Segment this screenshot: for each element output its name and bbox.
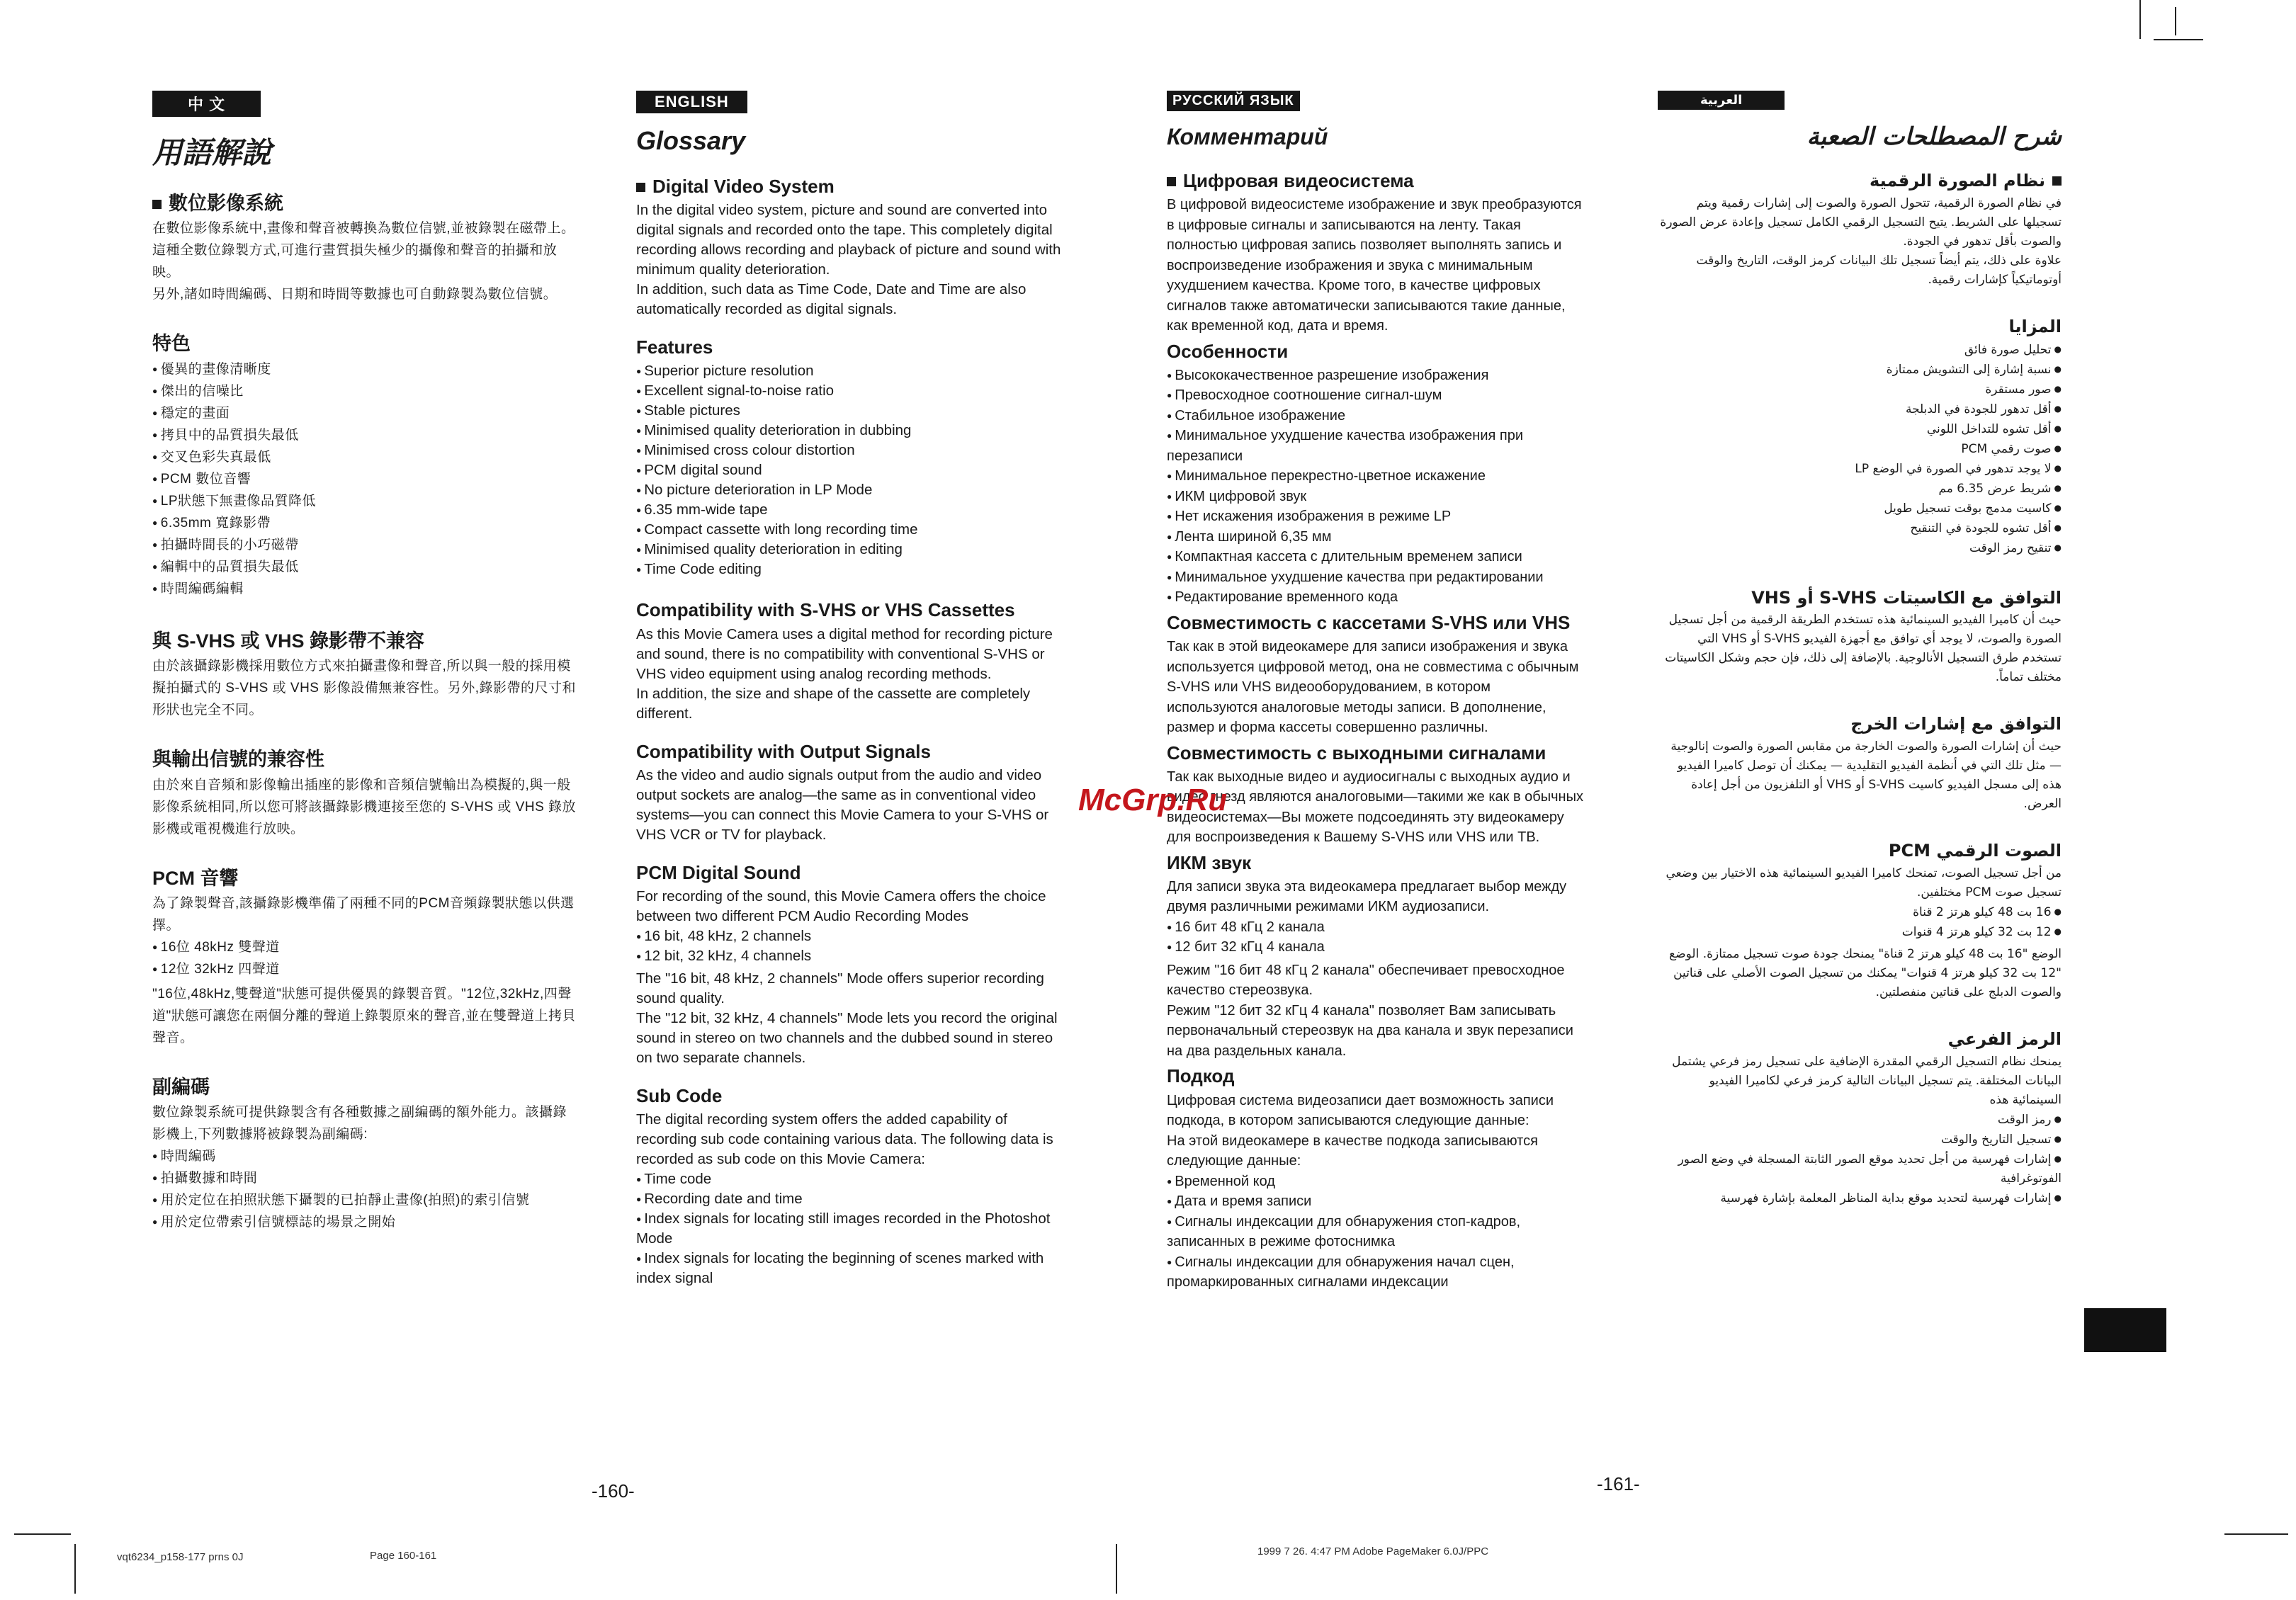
list-item: ● 16 бит 48 кГц 2 канала: [1167, 917, 1585, 938]
page-title: Комментарий: [1167, 124, 1328, 149]
page-title: شرح المصطلحات الصعبة: [1806, 123, 2062, 151]
list-item: ● إشارات فهرسية لتحديد موقع بداية المناظر المعلمة بإشارة فهرسية: [1658, 1188, 2062, 1208]
section-title: Подкод: [1167, 1065, 1235, 1087]
crop-mark: [2139, 0, 2141, 39]
list-item: ● Index signals for locating the beginning of scenes marked with index signal: [636, 1249, 1061, 1288]
language-badge: 中 文: [152, 91, 261, 117]
section-title: Features: [636, 336, 713, 358]
section-title: 特色: [152, 333, 191, 355]
paragraph: 數位錄製系統可提供錄製含有各種數據之副編碼的額外能力。該攝錄影機上,下列數據將被錄製為副編碼:: [152, 1105, 567, 1142]
section-title: 副編碼: [152, 1076, 210, 1098]
list-item: ● Compact cassette with long recording time: [636, 520, 1061, 540]
language-badge: ENGLISH: [636, 91, 747, 113]
square-bullet-icon: [1167, 177, 1176, 186]
list-item: ● أقل تشوه للتداخل اللوني: [1658, 419, 2062, 439]
list-item: ● Высококачественное разрешение изображения: [1167, 365, 1585, 386]
crop-mark: [74, 1544, 76, 1594]
bullet-list: [1658, 340, 2062, 558]
section-title: Sub Code: [636, 1084, 723, 1106]
paragraph: علاوة على ذلك، يتم أيضاً تسجيل تلك البيانات كرمز الوقت، التاريخ والوقت أوتوماتيكياً كإشارات رقمية.: [1696, 253, 2062, 287]
paragraph: 另外,諸如時間編碼、日期和時間等數據也可自動錄製為數位信號。: [152, 287, 558, 302]
section-title: المزايا: [2008, 316, 2062, 336]
list-item: ● أقل تدهور للجودة في الدبلجة: [1658, 399, 2062, 419]
list-item: ● Recording date and time: [636, 1189, 1061, 1209]
paragraph: В цифровой видеосистеме изображение и звук преобразуются в цифровые сигналы и записываются на ленту. Такая полностью цифровая запись позволяет выполнять запись и воспроизведение изображения и звука с минимальным ухудшением качества. Кроме того, в качестве цифровых сигналов также автоматически записываются такие данные, как временной код, дата и время.: [1167, 197, 1582, 334]
list-item: ● إشارات فهرسية من أجل تحديد موقع الصور الثابتة المسجلة في وضع الصور الفوتوغرافية: [1658, 1150, 2062, 1188]
bullet-list: [152, 936, 577, 980]
list-item: ● Минимальное перекрестно-цветное искажение: [1167, 466, 1585, 487]
list-item: ● Дата и время записи: [1167, 1191, 1585, 1212]
list-item: ● أقل تشوه للجودة في التنقيح: [1658, 518, 2062, 538]
list-item: ● صوت رقمي PCM: [1658, 439, 2062, 459]
section-title: Compatibility with S-VHS or VHS Cassettes: [636, 599, 1015, 621]
list-item: ● Stable pictures: [636, 401, 1061, 421]
paragraph: The "12 bit, 32 kHz, 4 channels" Mode lets you record the original sound in stereo on two channels and the dubbed sound in stereo on two separate channels.: [636, 1009, 1058, 1066]
watermark: McGrp.Ru: [1078, 783, 1228, 817]
section-title: PCM Digital Sound: [636, 861, 801, 883]
list-item: ● LP狀態下無畫像品質降低: [152, 490, 577, 512]
crop-mark: [2224, 1533, 2288, 1535]
section-title: Совместимость с выходными сигналами: [1167, 742, 1546, 764]
page-number-right: -161-: [1597, 1473, 1640, 1494]
section-title: نظام الصورة الرقمية: [1658, 171, 2062, 191]
list-item: ● لا يوجد تدهور في الصورة في الوضع LP: [1658, 459, 2062, 479]
paragraph: As the video and audio signals output from the audio and video output sockets are analog—the same as in conventional video systems—you can connect this Movie Camera to your S-VHS or VHS VCR or TV for playback.: [636, 766, 1049, 843]
list-item: ● تنقيح رمز الوقت: [1658, 538, 2062, 558]
list-item: ● Сигналы индексации для обнаружения стоп-кадров, записанных в режиме фотоснимка: [1167, 1212, 1585, 1252]
list-item: ● 時間編碼: [152, 1145, 577, 1167]
page-title: Glossary: [636, 126, 746, 155]
language-badge: РУССКИЙ ЯЗЫК: [1167, 91, 1300, 111]
bullet-list: [1658, 1110, 2062, 1208]
list-item: ● Превосходное соотношение сигнал-шум: [1167, 385, 1585, 406]
section-title: 數位影像系統: [152, 192, 577, 215]
section-title: Цифровая видеосистема: [1167, 170, 1585, 192]
list-item: ● Стабильное изображение: [1167, 406, 1585, 426]
list-item: ● Минимальное ухудшение качества изображения при перезаписи: [1167, 426, 1585, 466]
arabic-column: [1658, 91, 2062, 1211]
list-item: ● 穩定的畫面: [152, 402, 577, 424]
square-bullet-icon: [152, 200, 162, 209]
chinese-column: [152, 91, 577, 1236]
list-item: ● 用於定位帶索引信號標誌的場景之開始: [152, 1211, 577, 1233]
section-title: Особенности: [1167, 340, 1289, 362]
paragraph: الوضع "16 بت 48 كيلو هرتز 2 قناة" يمنحك جودة صوت تسجيل ممتازة. الوضع "12 بت 32 كيلو هرتز 4 قنوات" يمكنك من تسجيل الصوت الأصلي على قناتين والصوت الدبلج على قناتين منفصلتين.: [1669, 946, 2062, 999]
section-title: الصوت الرقمي PCM: [1888, 841, 2062, 861]
list-item: ● 16 bit, 48 kHz, 2 channels: [636, 926, 1061, 946]
list-item: ● 編輯中的品質損失最低: [152, 556, 577, 578]
list-item: ● 拷貝中的品質損失最低: [152, 424, 577, 446]
paragraph: As this Movie Camera uses a digital method for recording picture and sound, there is no compatibility with conventional S-VHS or VHS video equipment using analog recording methods.: [636, 625, 1053, 682]
list-item: ● صور مستقرة: [1658, 380, 2062, 399]
list-item: ● PCM 數位音響: [152, 468, 577, 490]
list-item: ● Index signals for locating still images recorded in the Photoshot Mode: [636, 1209, 1061, 1249]
list-item: ● PCM digital sound: [636, 460, 1061, 480]
list-item: ● تحليل صورة فائق: [1658, 340, 2062, 360]
paragraph: The digital recording system offers the added capability of recording sub code containing various data. The following data is recorded as sub code on this Movie Camera:: [636, 1111, 1053, 1168]
list-item: ● تسجيل التاريخ والوقت: [1658, 1130, 2062, 1150]
list-item: ● Superior picture resolution: [636, 361, 1061, 381]
list-item: ● Minimised quality deterioration in editing: [636, 540, 1061, 560]
list-item: ● No picture deterioration in LP Mode: [636, 480, 1061, 500]
list-item: ● 12 бит 32 кГц 4 канала: [1167, 937, 1585, 958]
english-column: [636, 91, 1061, 1291]
footer-page: Page 160-161: [370, 1550, 437, 1562]
section-title: PCM 音響: [152, 867, 239, 889]
paragraph: 在數位影像系統中,畫像和聲音被轉換為數位信號,並被錄製在磁帶上。這種全數位錄製方式,可進行畫質損失極少的攝像和聲音的拍攝和放映。: [152, 221, 575, 280]
list-item: ● 12位 32kHz 四聲道: [152, 958, 577, 980]
bullet-list: [1167, 365, 1585, 608]
crop-mark: [2154, 39, 2203, 40]
crop-mark: [14, 1533, 71, 1535]
list-item: ● 16 بت 48 كيلو هرتز 2 قناة: [1658, 902, 2062, 922]
list-item: ● Excellent signal-to-noise ratio: [636, 381, 1061, 401]
section-title: 與 S-VHS 或 VHS 錄影帶不兼容: [152, 630, 425, 652]
square-bullet-icon: [636, 183, 645, 192]
bullet-list: [1658, 902, 2062, 942]
list-item: ● 交叉色彩失真最低: [152, 446, 577, 468]
page-tab-marker: [2084, 1308, 2166, 1352]
list-item: ● كاسيت مدمج بوقت تسجيل طويل: [1658, 499, 2062, 518]
footer-date: 1999 7 26. 4:47 PM Adobe PageMaker 6.0J/PPC: [1257, 1545, 1489, 1558]
page-title: 用語解說: [152, 136, 272, 169]
russian-column: [1167, 91, 1585, 1295]
list-item: ● Временной код: [1167, 1171, 1585, 1192]
list-item: ● 12 bit, 32 kHz, 4 channels: [636, 946, 1061, 966]
square-bullet-icon: [2052, 176, 2062, 186]
paragraph: In addition, the size and shape of the cassette are completely different.: [636, 685, 1031, 722]
list-item: ● Time code: [636, 1169, 1061, 1189]
list-item: ● 時間編碼編輯: [152, 578, 577, 600]
section-title: Совместимость с кассетами S-VHS или VHS: [1167, 611, 1571, 633]
list-item: ● ИКМ цифровой звук: [1167, 487, 1585, 507]
section-title: التوافق مع إشارات الخرج: [1850, 714, 2062, 734]
paragraph: في نظام الصورة الرقمية، تتحول الصورة والصوت إلى إشارات رقمية ويتم تسجيلها على الشريط. يتيح التسجيل الرقمي الكامل تسجيل وإعادة عرض الصورة والصوت بأقل تدهور في الجودة.: [1660, 195, 2062, 249]
paragraph: For recording of the sound, this Movie Camera offers the choice between two different PCM Audio Recording Modes: [636, 887, 1046, 924]
paragraph: Так как выходные видео и аудиосигналы с выходных аудио и видео гнезд являются аналоговыми—такими же как в обычных видеосистемах—Вы можете подсоединять эту видеокамеру для воспроизведения к Вашему S-VHS или VHS или ТВ.: [1167, 768, 1583, 846]
list-item: ● Нет искажения изображения в режиме LP: [1167, 506, 1585, 527]
paragraph: На этой видеокамере в качестве подкода записываются следующие данные:: [1167, 1133, 1538, 1169]
list-item: ● Минимальное ухудшение качества при редактировании: [1167, 567, 1585, 588]
list-item: ● 拍攝時間長的小巧磁帶: [152, 534, 577, 556]
page-number-left: -160-: [592, 1480, 635, 1502]
paragraph: حيث أن كاميرا الفيديو السينمائية هذه تستخدم الطريقة الرقمية من أجل تسجيل الصورة والصوت، لا يوجد أي توافق مع أجهزة الفيديو S-VHS أو VHS التي تستخدم طرق التسجيل الأنالوجية. بالإضافة إلى ذلك، فإن حجم وشكل الكاسيتات مختلف تماماً.: [1665, 613, 2062, 685]
bullet-list: [636, 361, 1061, 579]
bullet-list: [636, 1169, 1061, 1288]
list-item: ● 拍攝數據和時間: [152, 1167, 577, 1189]
crop-mark: [2175, 7, 2176, 35]
list-item: ● 12 بت 32 كيلو هرتز 4 قنوات: [1658, 922, 2062, 942]
list-item: ● نسبة إشارة إلى التشويش ممتازة: [1658, 360, 2062, 380]
paragraph: The "16 bit, 48 kHz, 2 channels" Mode offers superior recording sound quality.: [636, 970, 1044, 1006]
paragraph: 為了錄製聲音,該攝錄影機準備了兩種不同的PCM音頻錄製狀態以供選擇。: [152, 895, 575, 933]
paragraph: من أجل تسجيل الصوت، تمنحك كاميرا الفيديو السينمائية هذه الاختيار بين وضعي تسجيل صوت PCM مختلفين.: [1666, 866, 2062, 900]
list-item: ● 優異的畫像清晰度: [152, 358, 577, 380]
paragraph: يمنحك نظام التسجيل الرقمي المقدرة الإضافية على تسجيل رمز فرعي يشتمل البيانات المختلفة. يتم تسجيل البيانات التالية كرمز فرعي لكاميرا الفيديو السينمائية هذه: [1672, 1054, 2062, 1107]
paragraph: In the digital video system, picture and sound are converted into digital signals and recorded onto the tape. This completely digital recording allows recording and playback of picture and sound with minimum quality deterioration.: [636, 202, 1061, 278]
list-item: ● Minimised quality deterioration in dubbing: [636, 421, 1061, 441]
paragraph: 由於該攝錄影機採用數位方式來拍攝畫像和聲音,所以與一般的採用模擬拍攝式的 S-VHS 或 VHS 影像設備無兼容性。另外,錄影帶的尺寸和形狀也完全不同。: [152, 659, 577, 718]
list-item: ● Сигналы индексации для обнаружения начал сцен, промаркированных сигналами индексации: [1167, 1252, 1585, 1293]
list-item: ● 傑出的信噪比: [152, 380, 577, 402]
list-item: ● Компактная кассета с длительным временем записи: [1167, 547, 1585, 567]
section-title: التوافق مع الكاسيتات S-VHS أو VHS: [1751, 587, 2062, 608]
section-title: Compatibility with Output Signals: [636, 740, 931, 762]
bullet-list: [1167, 917, 1585, 958]
paragraph: Режим "12 бит 32 кГц 4 канала" позволяет Вам записывать первоначальный стереозвук на два канала и звук перезаписи на два раздельных канала.: [1167, 1002, 1573, 1059]
bullet-list: [636, 926, 1061, 966]
footer-file: vqt6234_p158-177 prns 0J: [117, 1551, 244, 1563]
bullet-list: [152, 1145, 577, 1233]
bullet-list: [152, 358, 577, 600]
paragraph: حيث أن إشارات الصورة والصوت الخارجة من مقابس الصورة والصوت إنالوجية — مثل تلك التي في أنظمة الفيديو التقليدية — يمكنك أن توصل كاميرا الفيديو هذه إلى مسجل الفيديو كاسيت S-VHS أو VHS أو التلفزيون من أجل إعادة العرض.: [1670, 739, 2062, 812]
section-title: ИКМ звук: [1167, 851, 1252, 873]
paragraph: Для записи звука эта видеокамера предлагает выбор между двумя различными режимами ИКМ аудиозаписи.: [1167, 878, 1567, 915]
list-item: ● 6.35 mm-wide tape: [636, 500, 1061, 520]
paragraph: Так как в этой видеокамере для записи изображения и звука используется цифровой метод, она не совместима с обычным S-VHS или VHS видеооборудованием, в котором используются аналоговые методы записи. В дополнение, размер и форма кассеты совершенно различны.: [1167, 639, 1579, 736]
list-item: ● رمز الوقت: [1658, 1110, 2062, 1130]
crop-mark: [1116, 1544, 1117, 1594]
list-item: ● Time Code editing: [636, 560, 1061, 579]
bullet-list: [1167, 1171, 1585, 1293]
list-item: ● 16位 48kHz 雙聲道: [152, 936, 577, 958]
language-badge: العربية: [1658, 91, 1785, 110]
list-item: ● Лента шириной 6,35 мм: [1167, 527, 1585, 547]
list-item: ● 用於定位在拍照狀態下攝製的已拍靜止畫像(拍照)的索引信號: [152, 1189, 577, 1211]
section-title: Digital Video System: [636, 176, 1061, 198]
paragraph: "16位,48kHz,雙聲道"狀態可提供優異的錄製音質。"12位,32kHz,四聲道"狀態可讓您在兩個分離的聲道上錄製原來的聲音,並在雙聲道上拷貝聲音。: [152, 986, 577, 1045]
list-item: ● Редактирование временного кода: [1167, 587, 1585, 608]
section-title: 與輸出信號的兼容性: [152, 749, 324, 771]
paragraph: Режим "16 бит 48 кГц 2 канала" обеспечивает превосходное качество стереозвука.: [1167, 962, 1565, 999]
list-item: ● 6.35mm 寬錄影帶: [152, 512, 577, 534]
section-title: الرمز الفرعي: [1947, 1028, 2062, 1049]
paragraph: In addition, such data as Time Code, Date and Time are also automatically recorded as digital signals.: [636, 281, 1027, 318]
paragraph: Цифровая система видеозаписи дает возможность записи подкода, в котором записываются следующие данные:: [1167, 1092, 1554, 1129]
list-item: ● شريط عرض 6.35 مم: [1658, 479, 2062, 499]
paragraph: 由於來自音頻和影像輸出插座的影像和音頻信號輸出為模擬的,與一般影像系統相同,所以您可將該攝錄影機連接至您的 S-VHS 或 VHS 錄放影機或電視機進行放映。: [152, 777, 577, 836]
list-item: ● Minimised cross colour distortion: [636, 441, 1061, 460]
